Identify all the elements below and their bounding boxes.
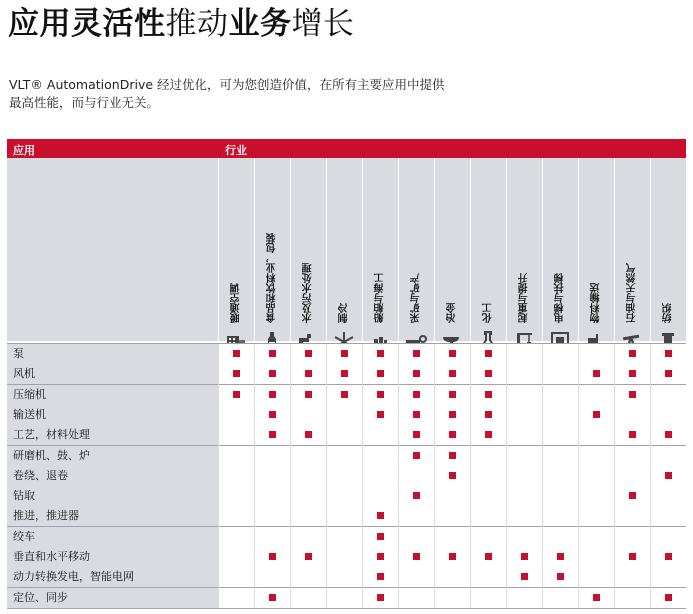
- applicable-mark: [629, 431, 636, 438]
- column-divider: [326, 158, 327, 341]
- applicable-mark: [377, 411, 384, 418]
- applicable-mark: [521, 573, 528, 580]
- industry-label: 食品和饮料业，包装: [266, 233, 278, 323]
- applicable-mark: [485, 411, 492, 418]
- industry-label: 水及污水处理: [302, 263, 314, 323]
- page-title: 应用灵活性推动业务增长: [8, 6, 355, 42]
- applicable-mark: [557, 573, 564, 580]
- industry-column-header: [327, 182, 361, 323]
- applicable-mark: [413, 370, 420, 377]
- applicable-mark: [377, 553, 384, 560]
- industry-column-header: [507, 182, 541, 323]
- application-label: 卷绕、退卷: [7, 466, 218, 486]
- application-label: 钻取: [7, 486, 218, 506]
- header-industry: 行业: [225, 144, 247, 157]
- applicable-mark: [629, 370, 636, 377]
- column-divider: [470, 344, 471, 608]
- applicable-mark: [377, 594, 384, 601]
- applicable-mark: [305, 553, 312, 560]
- applicable-mark: [377, 512, 384, 519]
- industry-label: 物料输送: [590, 283, 602, 323]
- intro-line-2: 最高性能，而与行业无关。: [9, 95, 160, 110]
- column-divider: [290, 344, 291, 608]
- applicable-mark: [485, 431, 492, 438]
- column-divider: [542, 344, 543, 608]
- column-divider: [398, 344, 399, 608]
- industry-label: 冶金: [446, 303, 458, 323]
- industry-label: 制冷: [338, 303, 350, 323]
- applicable-mark: [305, 370, 312, 377]
- applicable-mark: [413, 492, 420, 499]
- applicable-mark: [629, 350, 636, 357]
- applicable-mark: [233, 370, 240, 377]
- application-label: 绞车: [7, 527, 218, 547]
- applicable-mark: [521, 553, 528, 560]
- industry-column-header: [399, 182, 433, 323]
- application-label: 输送机: [7, 405, 218, 425]
- table-row: [7, 527, 686, 547]
- industry-column-header: [615, 182, 649, 323]
- applicable-mark: [629, 391, 636, 398]
- column-divider: [542, 158, 543, 341]
- industry-column-header: [219, 182, 253, 323]
- applicable-mark: [377, 573, 384, 580]
- applicable-mark: [665, 370, 672, 377]
- column-divider: [650, 344, 651, 608]
- header-application: 应用: [13, 144, 35, 157]
- applicable-mark: [413, 350, 420, 357]
- table-header-bar: [7, 139, 686, 158]
- column-divider: [506, 344, 507, 608]
- column-divider: [470, 158, 471, 341]
- applicable-mark: [377, 350, 384, 357]
- application-label: 推进，推进器: [7, 506, 218, 526]
- table-row: [7, 547, 686, 567]
- column-divider: [506, 158, 507, 341]
- column-divider: [434, 344, 435, 608]
- applicable-mark: [269, 350, 276, 357]
- column-divider: [326, 344, 327, 608]
- applicable-mark: [341, 370, 348, 377]
- applicable-mark: [413, 431, 420, 438]
- table-row: [7, 567, 686, 587]
- column-divider: [218, 158, 219, 341]
- applicable-mark: [377, 533, 384, 540]
- industry-column-header: [255, 182, 289, 323]
- application-label: 工艺，材料处理: [7, 425, 218, 445]
- applicable-mark: [485, 553, 492, 560]
- column-divider: [650, 158, 651, 341]
- applicable-mark: [449, 411, 456, 418]
- industry-column-header: [651, 182, 685, 323]
- applicable-mark: [665, 350, 672, 357]
- industry-label: 采矿与矿产: [410, 273, 422, 323]
- industry-label: 化工: [482, 303, 494, 323]
- applicable-mark: [269, 431, 276, 438]
- table-row: [7, 506, 686, 526]
- applicable-mark: [413, 452, 420, 459]
- industry-label: 石油与天然气: [626, 263, 638, 323]
- applicable-mark: [269, 553, 276, 560]
- industry-label: 电梯与扶梯: [554, 273, 566, 323]
- column-divider: [578, 158, 579, 341]
- applicable-mark: [305, 431, 312, 438]
- industry-column-header: [363, 182, 397, 323]
- column-divider: [218, 344, 219, 608]
- industry-column-header: [471, 182, 505, 323]
- applicable-mark: [377, 370, 384, 377]
- intro-paragraph: [9, 76, 445, 112]
- application-label: 垂直和水平移动: [7, 547, 218, 567]
- application-label: 研磨机、鼓、炉: [7, 446, 218, 466]
- table-row: [7, 446, 686, 466]
- applicable-mark: [377, 391, 384, 398]
- applicable-mark: [269, 391, 276, 398]
- column-divider: [290, 158, 291, 341]
- column-divider: [578, 344, 579, 608]
- applicable-mark: [485, 391, 492, 398]
- industry-column-header: [291, 182, 325, 323]
- applicable-mark: [449, 431, 456, 438]
- industry-label: 纺织: [662, 303, 674, 323]
- industry-column-header: [435, 182, 469, 323]
- applicable-mark: [593, 594, 600, 601]
- column-divider: [614, 344, 615, 608]
- industry-label: 起重与提升: [518, 273, 530, 323]
- applicable-mark: [449, 370, 456, 377]
- applicable-mark: [341, 350, 348, 357]
- applicable-mark: [449, 472, 456, 479]
- applicable-mark: [269, 594, 276, 601]
- applicable-mark: [665, 431, 672, 438]
- industry-label: 暖通空调: [230, 283, 242, 323]
- applicable-mark: [413, 411, 420, 418]
- applicable-mark: [269, 370, 276, 377]
- table-row: [7, 466, 686, 486]
- table-row: [7, 588, 686, 608]
- application-label: 定位、同步: [7, 588, 218, 608]
- row-separator: [7, 608, 686, 609]
- application-label: 泵: [7, 344, 218, 364]
- applicable-mark: [233, 391, 240, 398]
- table-row: [7, 425, 686, 445]
- applicable-mark: [305, 391, 312, 398]
- column-divider: [434, 158, 435, 341]
- applicable-mark: [485, 350, 492, 357]
- applicable-mark: [665, 553, 672, 560]
- applicable-mark: [413, 391, 420, 398]
- applicable-mark: [341, 391, 348, 398]
- applicable-mark: [665, 472, 672, 479]
- industry-column-header: [543, 182, 577, 323]
- column-divider: [254, 344, 255, 608]
- industry-label: 船舶与海工: [374, 273, 386, 323]
- table-row: [7, 486, 686, 506]
- applicable-mark: [629, 492, 636, 499]
- application-label: 压缩机: [7, 385, 218, 405]
- applicable-mark: [593, 411, 600, 418]
- industry-header-band: [7, 158, 686, 341]
- table-row: [7, 364, 686, 384]
- column-divider: [614, 158, 615, 341]
- application-label: 风机: [7, 364, 218, 384]
- applicable-mark: [269, 411, 276, 418]
- applicable-mark: [557, 553, 564, 560]
- applicable-mark: [305, 350, 312, 357]
- applicable-mark: [449, 350, 456, 357]
- table-row: [7, 405, 686, 425]
- applicable-mark: [485, 370, 492, 377]
- table-row: [7, 344, 686, 364]
- table-row: [7, 385, 686, 405]
- applicable-mark: [449, 391, 456, 398]
- column-divider: [362, 344, 363, 608]
- column-divider: [398, 158, 399, 341]
- intro-line-1: VLT® AutomationDrive 经过优化，可为您创造价值，在所有主要应用中提供: [9, 77, 445, 92]
- applicable-mark: [449, 553, 456, 560]
- applicable-mark: [665, 594, 672, 601]
- applicable-mark: [413, 553, 420, 560]
- application-label: 动力转换发电，智能电网: [7, 567, 218, 587]
- applicable-mark: [629, 553, 636, 560]
- column-divider: [362, 158, 363, 341]
- applicable-mark: [449, 452, 456, 459]
- column-divider: [254, 158, 255, 341]
- applicable-mark: [593, 370, 600, 377]
- row-separator: [7, 343, 686, 344]
- industry-column-header: [579, 182, 613, 323]
- applicable-mark: [233, 350, 240, 357]
